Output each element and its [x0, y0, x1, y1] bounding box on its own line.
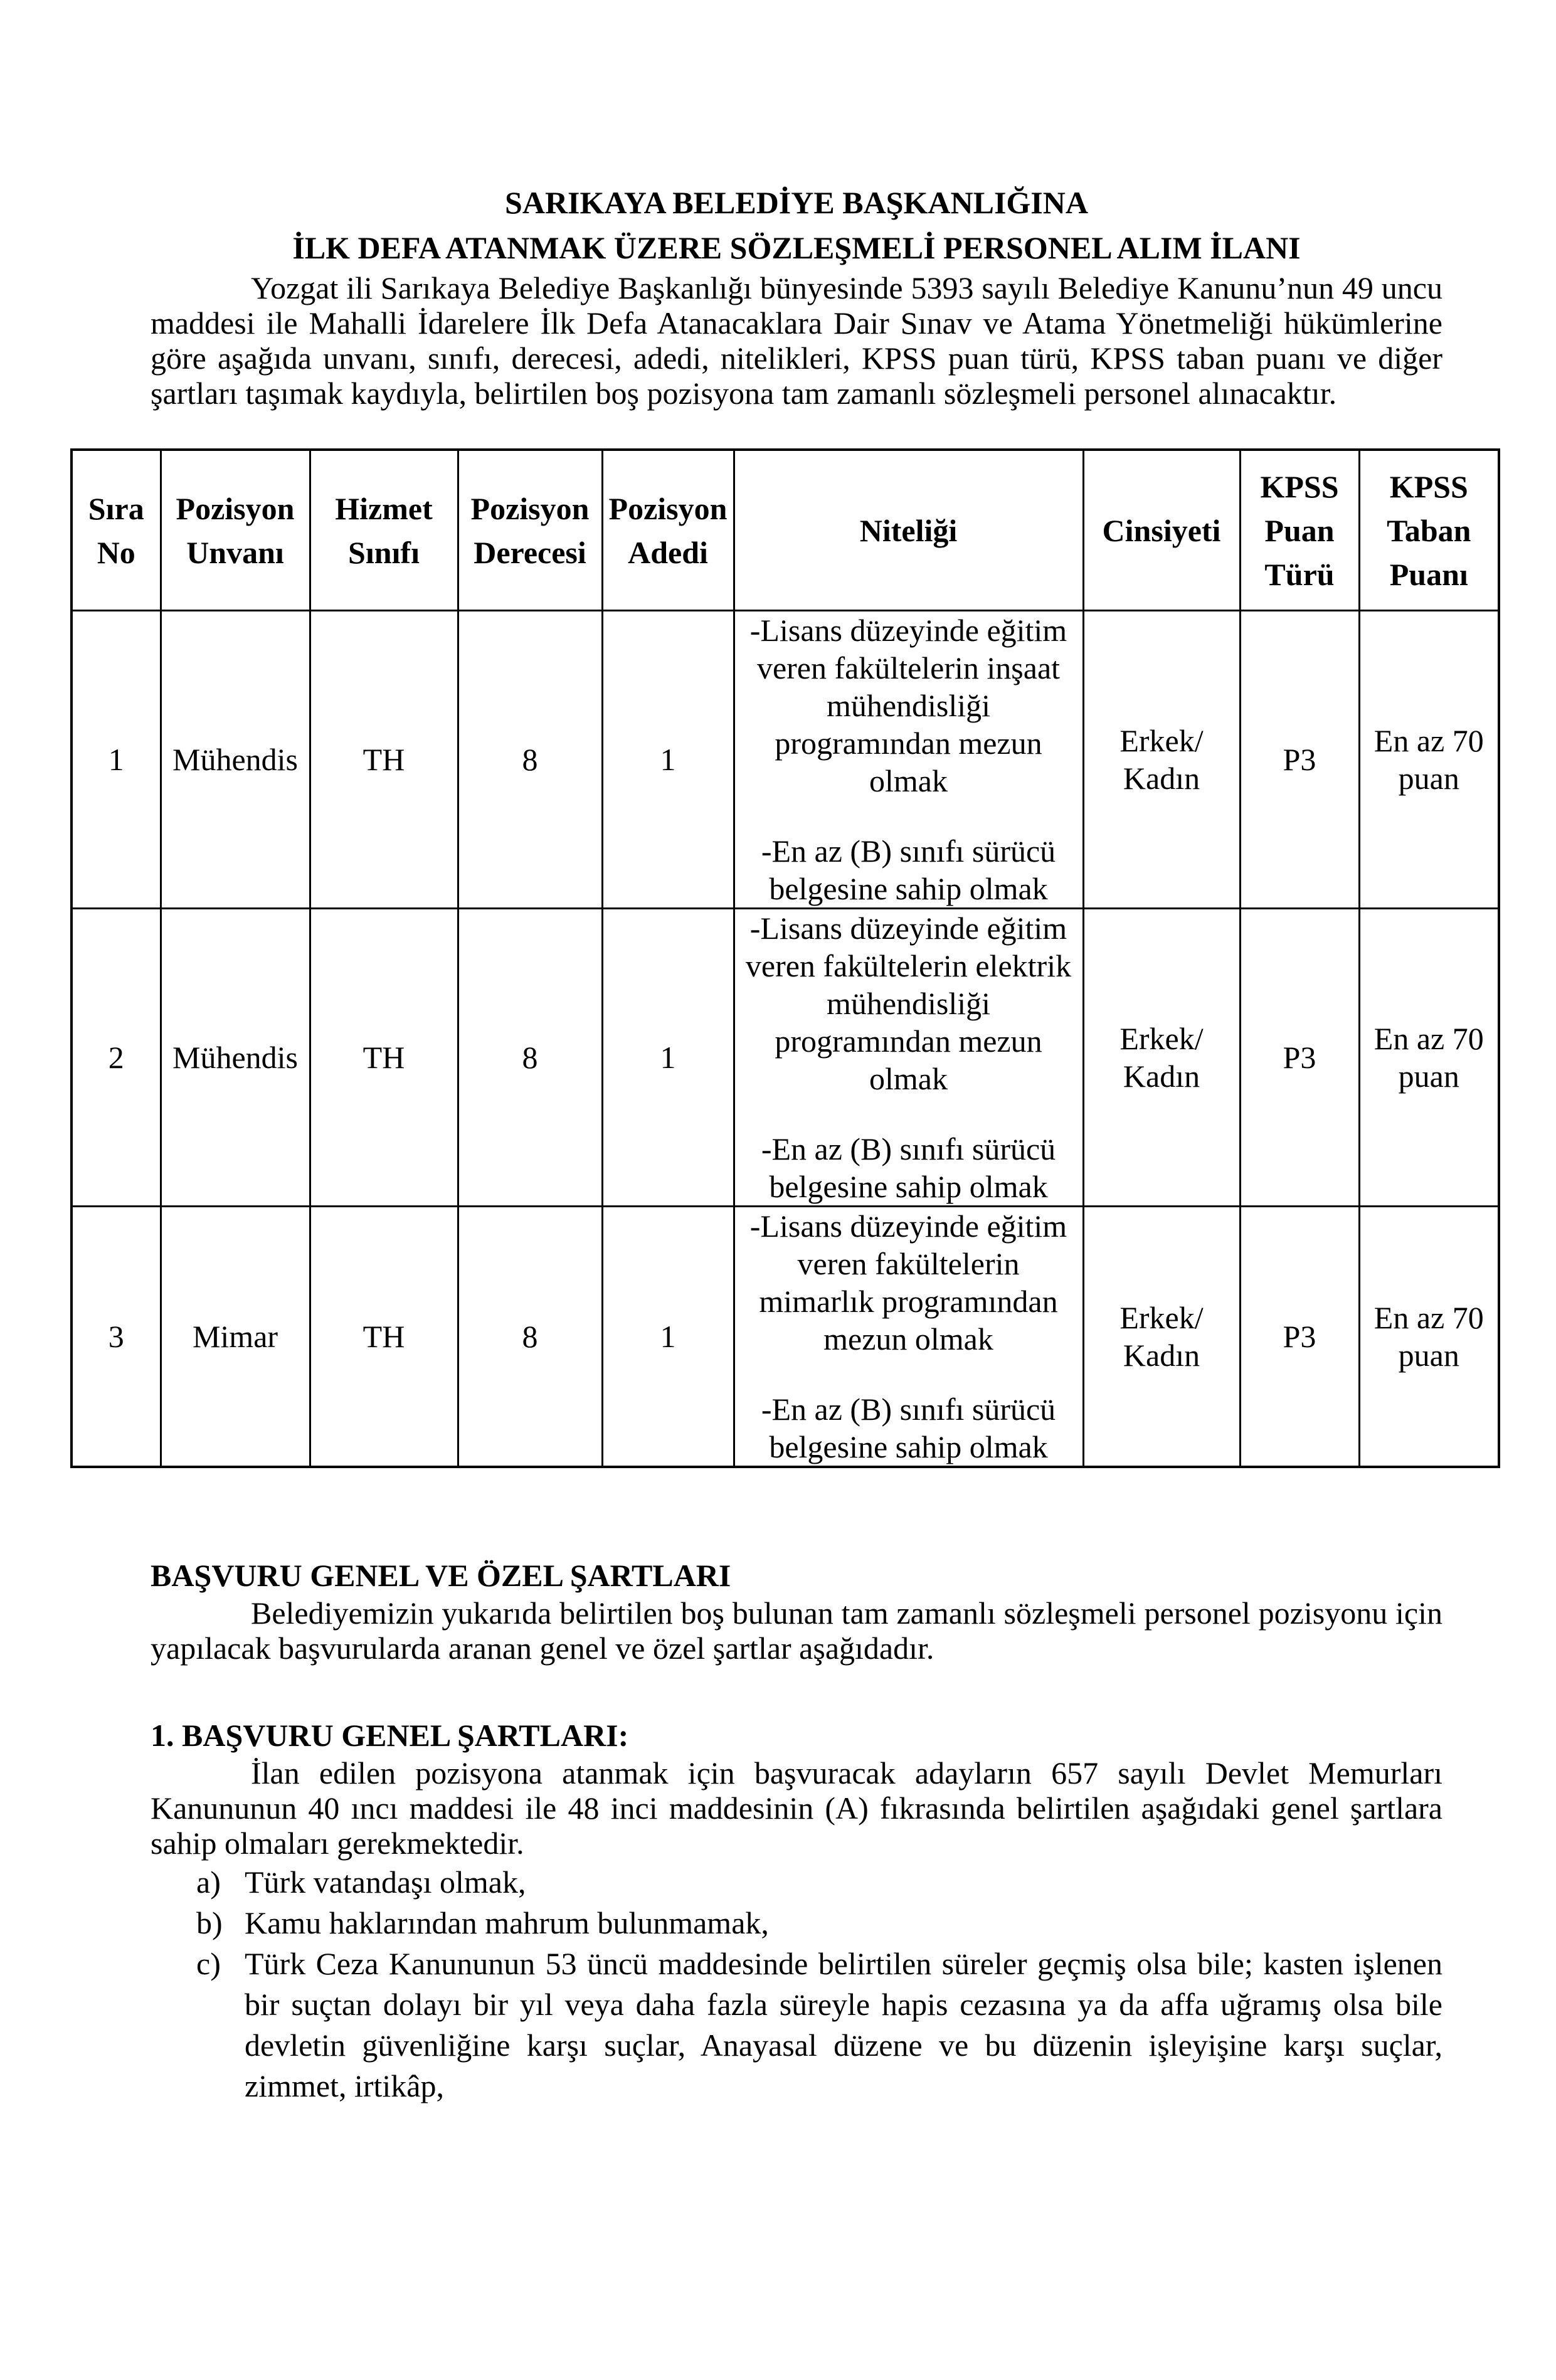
table-row: [71, 909, 1499, 1207]
cell-pozisyon-unvani: Mimar: [161, 1207, 310, 1468]
positions-table: [70, 448, 1500, 1468]
document-title-line1: SARIKAYA BELEDİYE BAŞKANLIĞINA: [505, 185, 1088, 220]
table-row: [71, 611, 1499, 909]
cell-pozisyon-derecesi: 8: [458, 909, 602, 1207]
cell-pozisyon-derecesi: 8: [458, 611, 602, 909]
cell-pozisyon-adedi: 1: [602, 611, 734, 909]
cell-pozisyon-adedi: 1: [602, 909, 734, 1207]
niteligi-paragraph-2: -En az (B) sınıfı sürücü belgesine sahip olmak: [761, 1392, 1056, 1464]
col-header-sira-no: Sıra No: [71, 450, 161, 611]
cell-pozisyon-unvani: Mühendis: [161, 909, 310, 1207]
cell-sira-no: 1: [71, 611, 161, 909]
cell-hizmet-sinifi: TH: [310, 1207, 458, 1468]
list-item-b: [151, 1903, 1442, 1944]
basvuru-sartlari-paragraph: Belediyemizin yukarıda belirtilen boş bulunan tam zamanlı sözleşmeli personel pozisyonu için yapılacak başvurularda aranan genel ve özel şartlar aşağıdadır.: [151, 1595, 1442, 1666]
cell-kpss-puan-turu: P3: [1240, 611, 1359, 909]
document-title: [151, 180, 1442, 270]
niteligi-paragraph-1: -Lisans düzeyinde eğitim veren fakültelerin inşaat mühendisliği programından mezun olmak: [749, 613, 1067, 798]
cell-cinsiyeti: Erkek/ Kadın: [1083, 909, 1240, 1207]
col-header-niteligi: Niteliği: [734, 450, 1083, 611]
cell-pozisyon-derecesi: 8: [458, 1207, 602, 1468]
cell-kpss-taban-puani: En az 70 puan: [1359, 909, 1499, 1207]
section-heading-basvuru-sartlari: BAŞVURU GENEL VE ÖZEL ŞARTLARI: [151, 1558, 731, 1593]
cell-hizmet-sinifi: TH: [310, 909, 458, 1207]
niteligi-paragraph-1: -Lisans düzeyinde eğitim veren fakültelerin mimarlık programından mezun olmak: [749, 1209, 1067, 1357]
list-marker-c: c): [196, 1946, 221, 1981]
list-item-c: [151, 1944, 1442, 2107]
list-text-c: Türk Ceza Kanununun 53 üncü maddesinde belirtilen süreler geçmiş olsa bile; kasten işlenen bir suçtan dolayı bir yıl veya daha fazla süreyle hapis cezasına ya da affa uğramış olsa bile devletin güvenliğine karşı suçlar, Anayasal düzene ve bu düzenin işleyişine karşı suçlar, zimmet, irtikâp,: [245, 1946, 1442, 2103]
col-header-kpss-taban-puani: KPSS Taban Puanı: [1359, 450, 1499, 611]
section-heading-genel-sartlar: 1. BAŞVURU GENEL ŞARTLARI:: [151, 1718, 629, 1753]
cell-cinsiyeti: Erkek/ Kadın: [1083, 1207, 1240, 1468]
col-header-kpss-puan-turu: KPSS Puan Türü: [1240, 450, 1359, 611]
cell-pozisyon-unvani: Mühendis: [161, 611, 310, 909]
cell-kpss-taban-puani: En az 70 puan: [1359, 1207, 1499, 1468]
cell-kpss-puan-turu: P3: [1240, 1207, 1359, 1468]
niteligi-paragraph-2: -En az (B) sınıfı sürücü belgesine sahip olmak: [761, 833, 1056, 906]
cell-niteligi: [734, 1207, 1083, 1468]
col-header-pozisyon-unvani: Pozisyon Unvanı: [161, 450, 310, 611]
cell-niteligi: [734, 611, 1083, 909]
niteligi-paragraph-2: -En az (B) sınıfı sürücü belgesine sahip olmak: [761, 1131, 1056, 1204]
cell-hizmet-sinifi: TH: [310, 611, 458, 909]
list-text-a: Türk vatandaşı olmak,: [245, 1864, 526, 1900]
genel-sartlar-paragraph: İlan edilen pozisyona atanmak için başvuracak adayların 657 sayılı Devlet Memurları Kanununun 40 ıncı maddesi ile 48 inci maddesinin (A) fıkrasında belirtilen aşağıdaki genel şartlara sahip olmaları gerekmektedir.: [151, 1755, 1442, 1861]
niteligi-paragraph-1: -Lisans düzeyinde eğitim veren fakültelerin elektrik mühendisliği programından mezun olmak: [745, 911, 1072, 1096]
table-header-row: [71, 450, 1499, 611]
genel-sartlar-list: [151, 1862, 1442, 2107]
col-header-hizmet-sinifi: Hizmet Sınıfı: [310, 450, 458, 611]
cell-niteligi: [734, 909, 1083, 1207]
col-header-cinsiyeti: Cinsiyeti: [1083, 450, 1240, 611]
cell-cinsiyeti: Erkek/ Kadın: [1083, 611, 1240, 909]
cell-sira-no: 2: [71, 909, 161, 1207]
list-item-a: [151, 1862, 1442, 1903]
table-row: [71, 1207, 1499, 1468]
list-text-b: Kamu haklarından mahrum bulunmamak,: [245, 1905, 769, 1940]
cell-pozisyon-adedi: 1: [602, 1207, 734, 1468]
document-page: [88, 180, 1484, 2107]
cell-sira-no: 3: [71, 1207, 161, 1468]
cell-kpss-taban-puani: En az 70 puan: [1359, 611, 1499, 909]
document-title-line2: İLK DEFA ATANMAK ÜZERE SÖZLEŞMELİ PERSONEL ALIM İLANI: [292, 230, 1301, 265]
col-header-pozisyon-adedi: Pozisyon Adedi: [602, 450, 734, 611]
intro-paragraph: Yozgat ili Sarıkaya Belediye Başkanlığı bünyesinde 5393 sayılı Belediye Kanunu’nun 49 uncu maddesi ile Mahalli İdarelere İlk Defa Atanacaklara Dair Sınav ve Atama Yönetmeliği hükümlerine göre aşağıda unvanı, sınıfı, derecesi, adedi, nitelikleri, KPSS puan türü, KPSS taban puanı ve diğer şartları taşımak kaydıyla, belirtilen boş pozisyona tam zamanlı sözleşmeli personel alınacaktır.: [151, 270, 1442, 411]
cell-kpss-puan-turu: P3: [1240, 909, 1359, 1207]
list-marker-b: b): [196, 1905, 223, 1940]
col-header-pozisyon-derecesi: Pozisyon Derecesi: [458, 450, 602, 611]
list-marker-a: a): [196, 1864, 221, 1900]
